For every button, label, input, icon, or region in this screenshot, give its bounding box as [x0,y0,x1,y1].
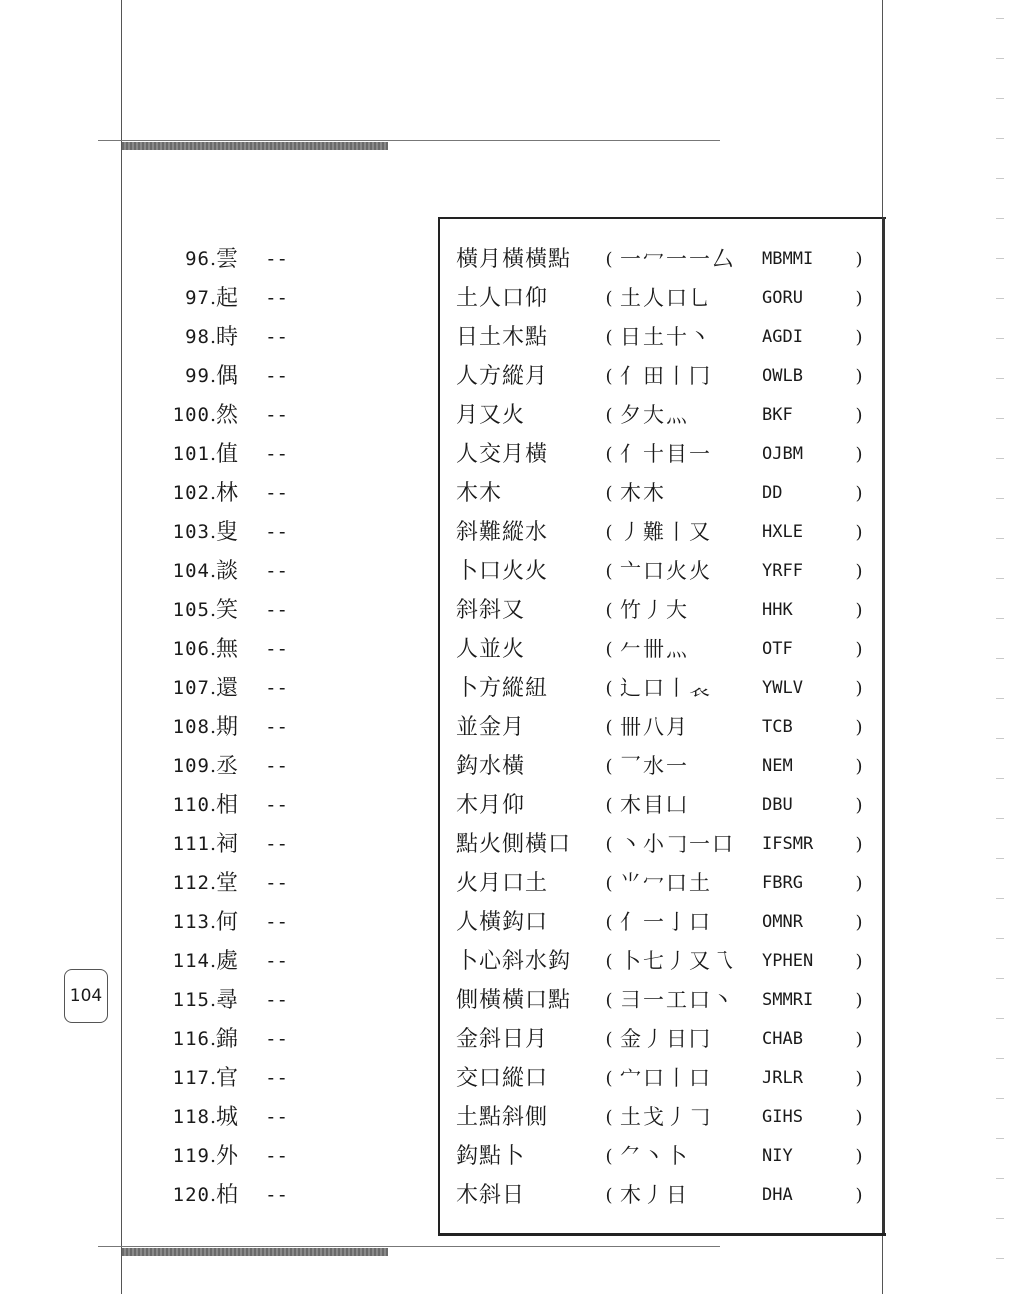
entry-dot: . [210,989,217,1011]
entry-dash: -- [265,560,288,582]
entry-number: 116 [172,1028,210,1050]
radical-names: 卜心斜水鈎 [456,949,572,974]
decomposition-row [456,591,876,630]
decomposition-row [456,669,876,708]
open-paren: ( [605,951,613,972]
bottom-footer-band [122,1248,388,1256]
radical-parts: 亠口火火 [620,559,712,583]
decomposition-row [456,1020,876,1059]
entry-character: 祠 [216,832,239,857]
entry-dash: -- [265,755,288,777]
character-row [150,1137,430,1176]
close-paren: ) [855,1029,863,1050]
entry-number: 112 [172,872,210,894]
input-code: TCB [762,717,793,737]
entry-dot: . [210,1067,217,1089]
open-paren: ( [605,795,613,816]
decomposition-row [456,981,876,1020]
character-row [150,435,430,474]
character-row [150,474,430,513]
radical-names: 鈎點卜 [456,1144,526,1169]
input-code: HHK [762,600,793,620]
top-header-band [122,142,388,150]
character-row [150,708,430,747]
radical-names: 人橫鈎口 [456,910,549,935]
entry-character: 期 [216,715,239,740]
character-row [150,864,430,903]
decomposition-row [456,942,876,981]
radical-names: 木木 [456,481,503,506]
input-code: HXLE [762,522,803,542]
entry-dash: -- [265,794,288,816]
entry-character: 值 [216,442,239,467]
entry-dot: . [210,443,217,465]
entry-number: 104 [172,560,210,582]
decomposition-row [456,864,876,903]
open-paren: ( [605,327,613,348]
entry-number: 109 [172,755,210,777]
radical-names: 人並火 [456,637,526,662]
entry-dot: . [210,326,217,348]
close-paren: ) [855,912,863,933]
decomposition-row [456,1176,876,1215]
entry-dash: -- [265,1145,288,1167]
decomposition-row [456,1098,876,1137]
entry-dash: -- [265,716,288,738]
entry-dash: -- [265,482,288,504]
entry-dot: . [210,950,217,972]
entry-dot: . [210,1145,217,1167]
entry-dot: . [210,365,217,387]
decomposition-row [456,1059,876,1098]
radical-parts: 丶小𠃌一口 [620,832,735,856]
entry-dot: . [210,560,217,582]
input-code: YRFF [762,561,803,581]
open-paren: ( [605,444,613,465]
open-paren: ( [605,249,613,270]
close-paren: ) [855,405,863,426]
input-code: JRLR [762,1068,803,1088]
entry-dot: . [210,287,217,309]
open-paren: ( [605,912,613,933]
entry-character: 處 [216,949,239,974]
input-code: FBRG [762,873,803,893]
open-paren: ( [605,522,613,543]
character-row [150,786,430,825]
entry-character: 時 [216,325,239,350]
entry-dot: . [210,872,217,894]
decomposition-row [456,708,876,747]
input-code: OWLB [762,366,803,386]
input-code: OTF [762,639,793,659]
entry-character: 然 [216,403,239,428]
close-paren: ) [855,678,863,699]
entry-character: 談 [216,559,239,584]
radical-names: 並金月 [456,715,526,740]
character-row [150,1020,430,1059]
radical-parts: ⺈丶卜 [620,1144,689,1168]
entry-number: 108 [172,716,210,738]
left-margin-rule [121,0,122,1294]
entry-character: 丞 [216,754,239,779]
close-paren: ) [855,1068,863,1089]
character-row [150,279,430,318]
entry-number: 115 [172,989,210,1011]
radical-names: 土人口仰 [456,286,549,311]
entry-number: 105 [172,599,210,621]
radical-parts: 丿難丨又 [620,520,712,544]
entry-number: 110 [172,794,210,816]
radical-parts: 卌八月 [620,715,689,739]
entry-character: 柏 [216,1183,239,1208]
entry-number: 100 [172,404,210,426]
radical-names: 金斜日月 [456,1027,549,1052]
entry-character: 無 [216,637,239,662]
entry-character: 起 [216,286,239,311]
entry-dot: . [210,1184,217,1206]
entry-number: 120 [172,1184,210,1206]
entry-dot: . [210,638,217,660]
close-paren: ) [855,756,863,777]
radical-parts: 亻田丨冂 [620,364,712,388]
entry-number: 97 [185,287,210,309]
entry-dash: -- [265,911,288,933]
decomposition-row [456,1137,876,1176]
entry-character: 城 [216,1105,239,1130]
decomposition-row [456,825,876,864]
decomposition-row [456,552,876,591]
input-code: AGDI [762,327,803,347]
decomposition-row [456,903,876,942]
radical-parts: 亻一亅口 [620,910,712,934]
close-paren: ) [855,522,863,543]
decomposition-row [456,630,876,669]
open-paren: ( [605,483,613,504]
radical-names: 交口縱口 [456,1066,549,1091]
close-paren: ) [855,717,863,738]
radical-parts: 一冖一一厶 [620,247,735,271]
radical-parts: 宀口丨口 [620,1066,712,1090]
radical-parts: 夕大灬 [620,403,689,427]
close-paren: ) [855,639,863,660]
bottom-footer-rule [98,1246,720,1247]
entry-dash: -- [265,248,288,270]
open-paren: ( [605,600,613,621]
character-row [150,396,430,435]
open-paren: ( [605,1068,613,1089]
entry-character: 笑 [216,598,239,623]
entry-dash: -- [265,872,288,894]
radical-parts: 乛水一 [620,754,689,778]
entry-character: 偶 [216,364,239,389]
character-row [150,825,430,864]
entry-dash: -- [265,1106,288,1128]
open-paren: ( [605,561,613,582]
entry-number: 111 [172,833,210,855]
binding-edge-marks [996,0,1004,1294]
radical-names: 人交月橫 [456,442,549,467]
entry-dot: . [210,482,217,504]
entry-dash: -- [265,599,288,621]
entry-number: 96 [185,248,210,270]
radical-parts: ⺌冖口土 [620,871,712,895]
entry-dash: -- [265,404,288,426]
radical-parts: 辶口丨𧘇 [620,676,712,700]
decomposition-row [456,396,876,435]
entry-number: 119 [172,1145,210,1167]
radical-names: 木斜日 [456,1183,526,1208]
decomposition-row [456,786,876,825]
radical-parts: 日土十丶 [620,325,712,349]
decomposition-box-right-edge [882,217,885,1233]
close-paren: ) [855,561,863,582]
radical-names: 斜斜又 [456,598,526,623]
entry-number: 107 [172,677,210,699]
radical-parts: 金丿日冂 [620,1027,712,1051]
entry-dot: . [210,677,217,699]
close-paren: ) [855,327,863,348]
entry-number: 117 [172,1067,210,1089]
input-code: GORU [762,288,803,308]
character-row [150,981,430,1020]
input-code: SMMRI [762,990,814,1010]
radical-parts: 土人口乚 [620,286,712,310]
entry-number: 103 [172,521,210,543]
entry-character: 叟 [216,520,239,545]
entry-dot: . [210,1106,217,1128]
entry-dash: -- [265,287,288,309]
open-paren: ( [605,1107,613,1128]
top-header-rule [98,140,720,141]
entry-dash: -- [265,1028,288,1050]
radical-names: 斜難縱水 [456,520,549,545]
close-paren: ) [855,600,863,621]
character-row [150,747,430,786]
radical-parts: 木木 [620,481,666,505]
input-code: OJBM [762,444,803,464]
radical-names: 點火側橫口 [456,832,572,857]
radical-names: 側橫橫口點 [456,988,572,1013]
character-row [150,1059,430,1098]
open-paren: ( [605,873,613,894]
open-paren: ( [605,288,613,309]
character-row [150,240,430,279]
entry-character: 官 [216,1066,239,1091]
radical-names: 土點斜側 [456,1105,549,1130]
radical-names: 鈎水橫 [456,754,526,779]
decomposition-row [456,435,876,474]
entry-dash: -- [265,521,288,543]
entry-dash: -- [265,950,288,972]
decomposition-row [456,747,876,786]
close-paren: ) [855,1185,863,1206]
open-paren: ( [605,1146,613,1167]
radical-parts: 木目凵 [620,793,689,817]
input-code: YPHEN [762,951,814,971]
entry-character: 外 [216,1144,239,1169]
radical-names: 卜方縱紐 [456,676,549,701]
input-code: IFSMR [762,834,814,854]
radical-names: 卜口火火 [456,559,549,584]
character-row [150,552,430,591]
entry-number: 113 [172,911,210,933]
entry-dash: -- [265,989,288,1011]
decomposition-row [456,240,876,279]
entry-character: 堂 [216,871,239,896]
close-paren: ) [855,834,863,855]
open-paren: ( [605,834,613,855]
input-code: OMNR [762,912,803,932]
input-code: BKF [762,405,793,425]
decomposition-row [456,513,876,552]
entry-character: 錦 [216,1027,239,1052]
entry-dot: . [210,833,217,855]
close-paren: ) [855,483,863,504]
input-code: DBU [762,795,793,815]
decomposition-row [456,474,876,513]
character-row [150,318,430,357]
entry-number: 99 [185,365,210,387]
close-paren: ) [855,795,863,816]
radical-parts: 竹丿大 [620,598,689,622]
close-paren: ) [855,249,863,270]
open-paren: ( [605,1185,613,1206]
entry-dot: . [210,248,217,270]
input-code: YWLV [762,678,803,698]
input-code: CHAB [762,1029,803,1049]
open-paren: ( [605,990,613,1011]
input-code: MBMMI [762,249,814,269]
entry-number: 106 [172,638,210,660]
entry-character: 相 [216,793,239,818]
entry-dot: . [210,716,217,738]
open-paren: ( [605,1029,613,1050]
decomposition-row [456,279,876,318]
close-paren: ) [855,990,863,1011]
radical-names: 火月口土 [456,871,549,896]
character-row [150,591,430,630]
entry-number: 102 [172,482,210,504]
radical-parts: 卜七丿又乁 [620,949,735,973]
entry-number: 118 [172,1106,210,1128]
character-row [150,669,430,708]
character-row [150,357,430,396]
close-paren: ) [855,951,863,972]
page-number: 104 [64,969,108,1023]
decomposition-list [456,240,876,1215]
radical-names: 日土木點 [456,325,549,350]
radical-names: 人方縱月 [456,364,549,389]
open-paren: ( [605,366,613,387]
entry-number: 101 [172,443,210,465]
entry-dash: -- [265,326,288,348]
radical-parts: 亻十目一 [620,442,712,466]
entry-dash: -- [265,443,288,465]
radical-parts: 彐一工口丶 [620,988,735,1012]
entry-dot: . [210,794,217,816]
close-paren: ) [855,288,863,309]
entry-dash: -- [265,365,288,387]
entry-dash: -- [265,1184,288,1206]
character-row [150,513,430,552]
entry-dot: . [210,599,217,621]
character-row [150,630,430,669]
entry-dash: -- [265,638,288,660]
entry-dot: . [210,911,217,933]
close-paren: ) [855,873,863,894]
radical-parts: 𠂉卌灬 [620,637,689,661]
open-paren: ( [605,756,613,777]
entry-number: 98 [185,326,210,348]
close-paren: ) [855,366,863,387]
close-paren: ) [855,444,863,465]
entry-character: 林 [216,481,239,506]
character-list [150,240,430,1215]
entry-dot: . [210,1028,217,1050]
radical-names: 木月仰 [456,793,526,818]
entry-character: 還 [216,676,239,701]
entry-character: 尋 [216,988,239,1013]
entry-dot: . [210,521,217,543]
radical-names: 月又火 [456,403,526,428]
radical-parts: 木丿日 [620,1183,689,1207]
entry-dash: -- [265,833,288,855]
character-row [150,1098,430,1137]
open-paren: ( [605,678,613,699]
input-code: NEM [762,756,793,776]
entry-dash: -- [265,677,288,699]
character-row [150,942,430,981]
entry-number: 114 [172,950,210,972]
decomposition-row [456,318,876,357]
character-row [150,903,430,942]
radical-names: 橫月橫橫點 [456,247,572,272]
close-paren: ) [855,1146,863,1167]
entry-character: 何 [216,910,239,935]
open-paren: ( [605,717,613,738]
character-row [150,1176,430,1215]
input-code: DD [762,483,783,503]
decomposition-row [456,357,876,396]
input-code: NIY [762,1146,793,1166]
entry-dot: . [210,755,217,777]
close-paren: ) [855,1107,863,1128]
input-code: GIHS [762,1107,803,1127]
open-paren: ( [605,639,613,660]
open-paren: ( [605,405,613,426]
entry-dash: -- [265,1067,288,1089]
input-code: DHA [762,1185,793,1205]
entry-character: 雲 [216,247,239,272]
entry-dot: . [210,404,217,426]
radical-parts: 土戈丿𠃌 [620,1105,712,1129]
